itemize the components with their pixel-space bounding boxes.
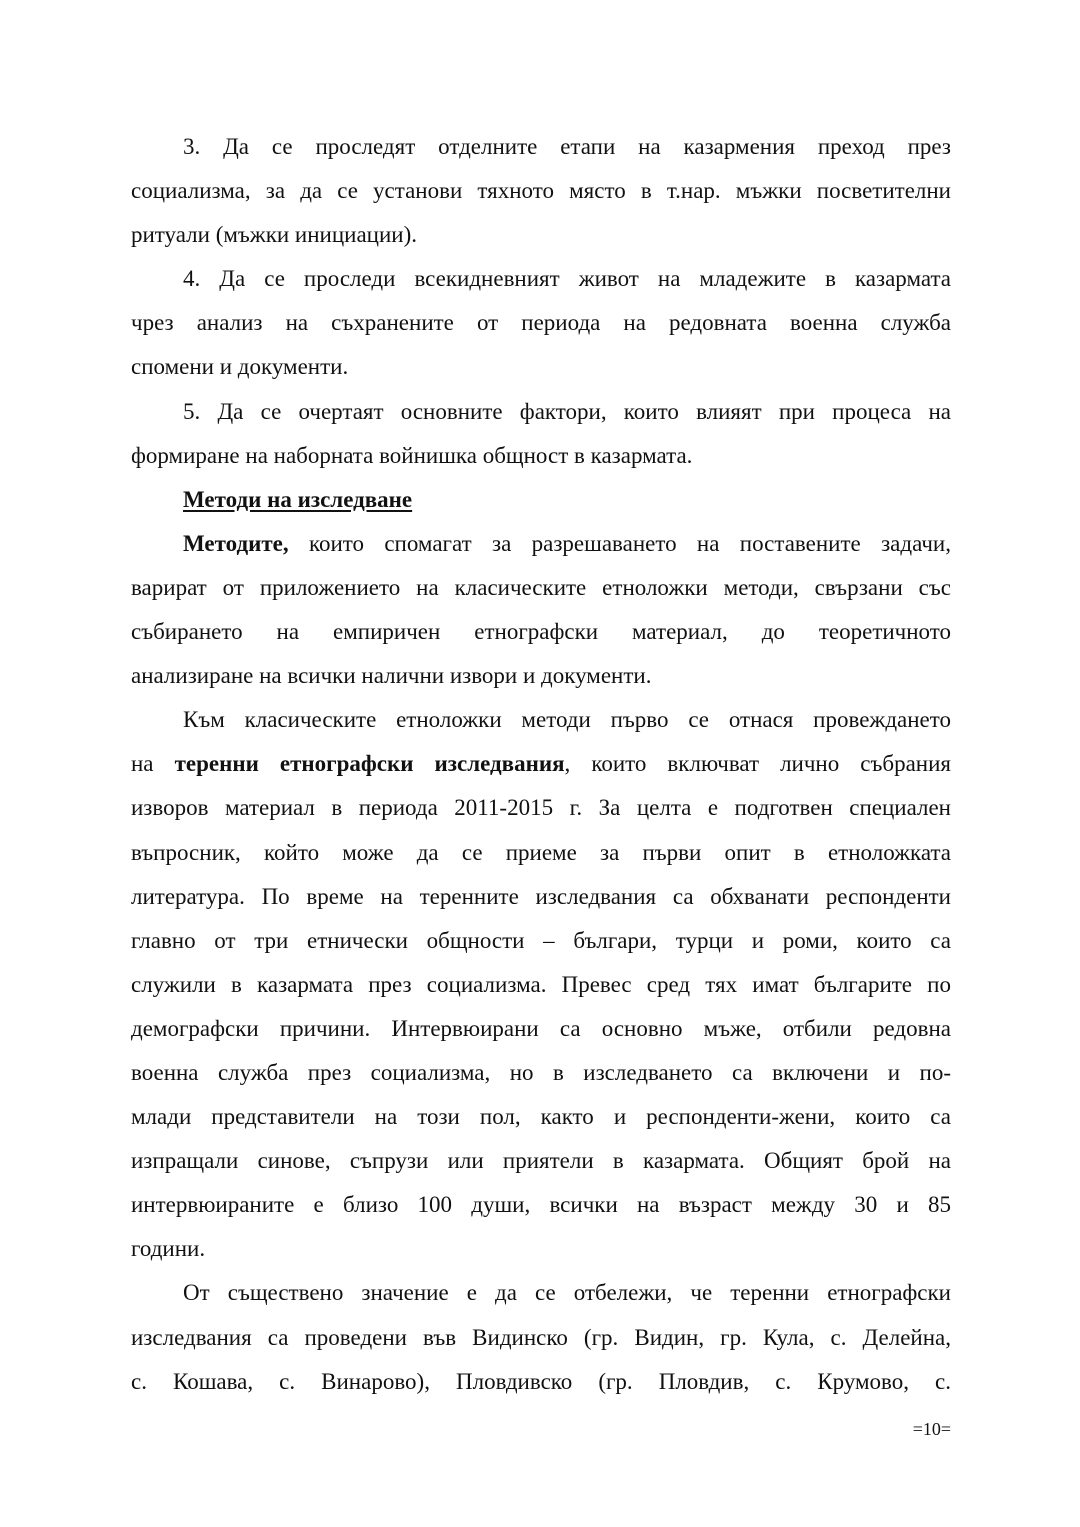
methods-term: Методите, — [183, 530, 289, 556]
methods-line-1 — [131, 525, 951, 569]
fieldwork-line-11: изпращали синове, съпрузи или приятели в казармата. Общият брой на — [131, 1148, 951, 1174]
task-4-line-1: 4. Да се проследи всекидневният живот на младежите в казармата — [183, 266, 951, 292]
fieldwork-line-1: Към класическите етноложки методи първо се отнася провеждането — [183, 707, 951, 733]
fieldwork-line-13: години. — [131, 1236, 206, 1262]
methods-line-3: събирането на емпиричен етнографски материал, до теоретичното — [131, 619, 951, 645]
fieldwork-line-7: служили в казармата през социализма. Превес сред тях имат българите по — [131, 971, 951, 997]
document-body — [131, 128, 951, 1407]
task-3-line-3: ритуали (мъжки инициации). — [131, 222, 418, 248]
fieldwork-line-6: главно от три етнически общности – българи, турци и роми, които са — [131, 927, 951, 953]
task-3-line-1: 3. Да се проследят отделните етапи на казармения преход през — [183, 134, 951, 159]
task-4-line-3: спомени и документи. — [131, 354, 349, 380]
regions-line-1: От съществено значение е да се отбележи, че теренни етнографски — [183, 1280, 951, 1306]
fieldwork-line-2-post: , които включват лично събрания — [564, 751, 951, 777]
fieldwork-term: теренни етнографски изследвания — [174, 751, 565, 777]
fieldwork-line-2-pre: на — [131, 751, 175, 777]
methods-line-1-text: които спомагат за разрешаването на поставените задачи, — [288, 530, 951, 556]
fieldwork-line-5: литература. По време на теренните изследвания са обхванати респонденти — [131, 883, 951, 909]
regions-line-2: изследвания са проведени във Видинско (гр. Видин, гр. Кула, с. Делейна, — [131, 1324, 951, 1350]
task-5-line-2: формиране на наборната войнишка общност в казармата. — [131, 442, 693, 468]
fieldwork-line-2 — [131, 745, 951, 789]
fieldwork-line-12: интервюираните е близо 100 души, всички на възраст между 30 и 85 — [131, 1192, 951, 1218]
fieldwork-line-3: изворов материал в периода 2011-2015 г. За целта е подготвен специален — [131, 795, 951, 821]
methods-line-4: анализиране на всички налични извори и документи. — [131, 663, 652, 689]
methods-line-2: варират от приложението на класическите етноложки методи, свързани със — [131, 574, 951, 600]
task-3-line-2: социализма, за да се установи тяхното място в т.нар. мъжки посветителни — [131, 178, 951, 204]
methods-heading-line — [131, 481, 951, 525]
task-5-line-1: 5. Да се очертаят основните фактори, които влияят при процеса на — [183, 398, 951, 424]
fieldwork-line-4: въпросник, който може да се приеме за първи опит в етноложката — [131, 839, 951, 865]
regions-line-3: с. Кошава, с. Винарово), Пловдивско (гр. Пловдив, с. Крумово, с. — [131, 1368, 951, 1394]
task-4-line-2: чрез анализ на съхранените от периода на редовната военна служба — [131, 310, 951, 336]
fieldwork-line-8: демографски причини. Интервюирани са основно мъже, отбили редовна — [131, 1015, 951, 1041]
page-number: =10= — [912, 1419, 951, 1439]
methods-heading: Методи на изследване — [183, 486, 413, 512]
fieldwork-line-9: военна служба през социализма, но в изследването са включени и по- — [131, 1059, 951, 1085]
fieldwork-line-10: млади представители на този пол, както и респонденти-жени, които са — [131, 1104, 951, 1130]
